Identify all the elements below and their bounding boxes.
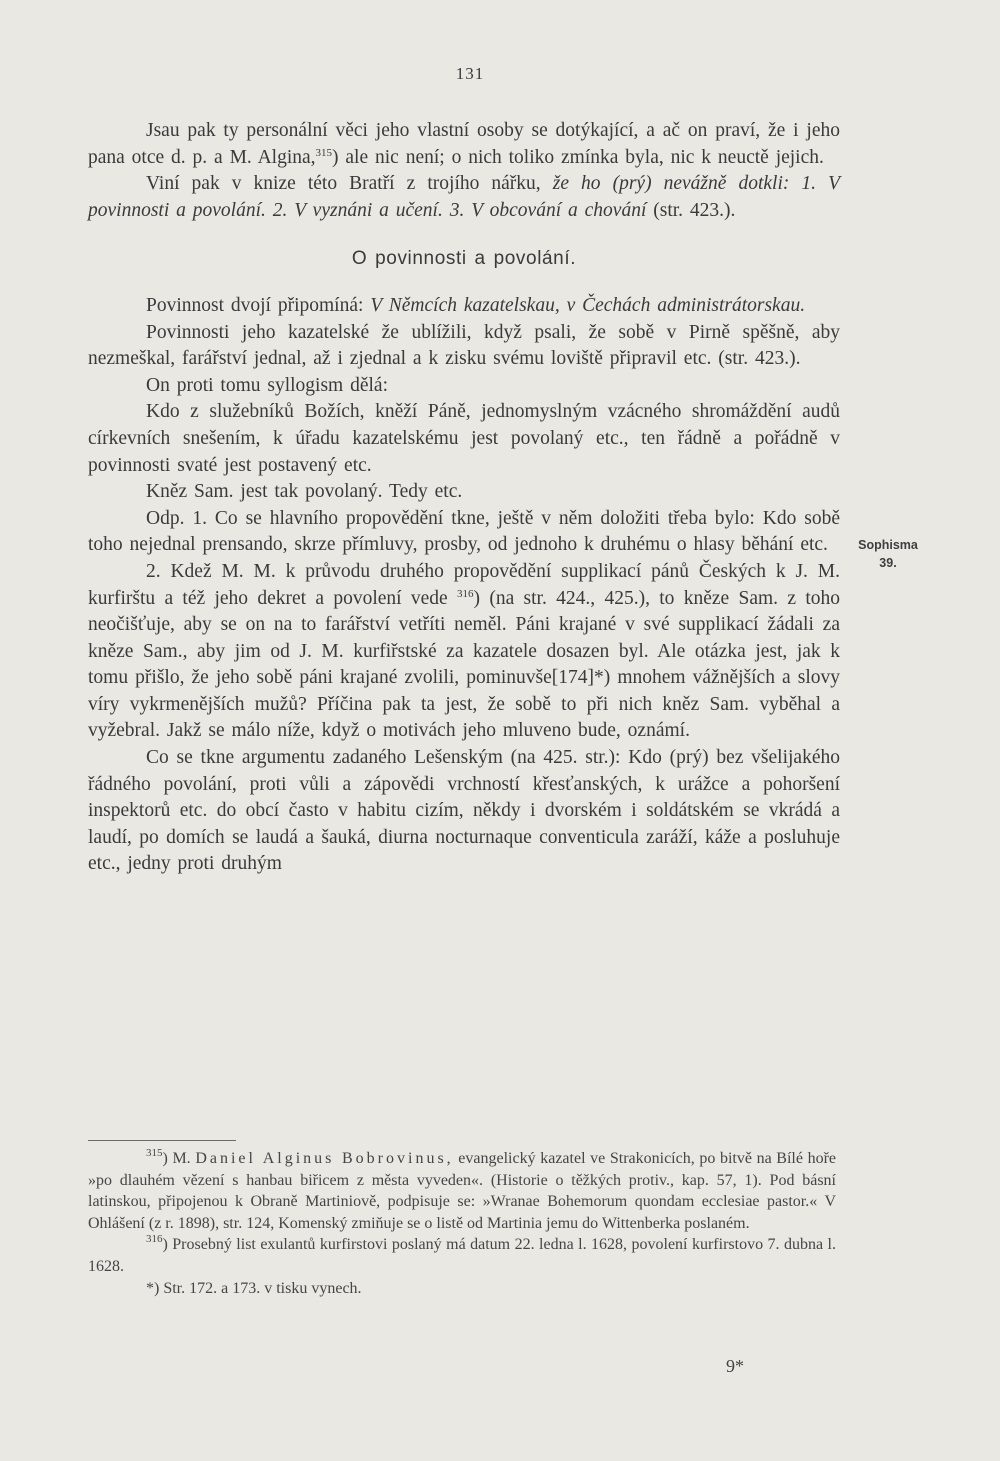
footnote-ref-316[interactable]: 316: [457, 587, 474, 600]
main-text: [88, 118, 840, 878]
signature-mark: 9*: [726, 1356, 744, 1376]
margin-note-number: 39.: [879, 556, 897, 570]
italic-phrase: že ho (prý) nevážně dotkli: 1. V povinnosti a povolání. 2. V vyznáni a učení. 3. V obcování a chování: [88, 173, 841, 221]
margin-note-title: Sophisma: [858, 538, 918, 552]
paragraph-8: Odp. 1. Co se hlavního propovědění tkne, ještě v něm doložiti třeba bylo: Kdo sobě toho nejednal prensando, skrze přímluvy, prosby, od jednoho k druhému o hlasy běhání etc.: [88, 507, 840, 556]
footnote-star: *) Str. 172. a 173. v tisku vynech.: [146, 1279, 362, 1297]
spaced-name: Daniel Alginus Bobrovinus,: [195, 1150, 454, 1167]
footnote-ref-315[interactable]: 315: [315, 146, 333, 159]
section-heading: O povinnosti a povolání.: [351, 248, 577, 270]
italic-phrase: V Němcích kazatelskau, v Čechách administrátorskau.: [370, 294, 806, 316]
page-number: 131: [455, 64, 485, 83]
paragraph-4: Povinnosti jeho kazatelské že ublížili, když psali, že sobě v Pirně spěšně, aby nezmeškal, farářství jednal, až i zjednal a k zisku svému loviště připravil etc. (str. 423.).: [88, 321, 840, 370]
paragraph-10: Co se tkne argumentu zadaného Lešenským (na 425. str.): Kdo (prý) bez všelijakého řádného povolání, proti vůli a zápovědi vrchností křesťanských, k urážce a pohoršení inspektorů etc. do obcí často v habitu cizím, někdy i dvorském i soldátském se vkrádá a laudí, po domích se laudá a šauká, diurna nocturnaque conventicula zaráží, káže a posluhuje etc., jedny proti druhým: [88, 747, 840, 875]
paragraph-7: Kněz Sam. jest tak povolaný. Tedy etc.: [146, 481, 463, 503]
paragraph-9: 2. Kdež M. M. k průvodu druhého propovědění supplikací pánů Českých k J. M. kurfirštu a též jeho dekret a povolení vede $^{316}$) (na str. 424., 425.), to kněze Sam. z toho neočišťuje, aby se on na to farářství vetříti neměl. Páni krajané v své supplikací žádali za kněze Sam., aby jim od J. M. kurfiřstské za kazatele dosazen byl. Ale otázka jest, jak k tomu přišlo, že jeho sobě páni krajané zvolili, pominuvše[174]*) mnohem vážnějších a slovy víry vykrmenějších mužů? Příčina pak ta jest, že sobě to při nich kněz Sam. vyběhal a vyžebral. Jakž se málo níže, když o motivách jeho mluveno bude, oznámí.: [88, 560, 841, 742]
paragraph-2: Viní pak v knize této Bratří z trojího nářku, že ho (prý) nevážně dotkli: 1. V povinnosti a povolání. 2. V vyznáni a učení. 3. V obcování a chování (str. 423.).: [88, 173, 841, 221]
paragraph-1: Jsau pak ty personální věci jeho vlastní osoby se dotýkající, a ač on praví, že i jeho pana otce d. p. a M. Algina,$^{315}$) ale nic není; o nich toliko zmínka byla, nic k neuctě jejich.: [88, 120, 840, 168]
footnote-316: $^{316}$) Prosebný list exulantů kurfirstovi poslaný má datum 22. ledna l. 1628, povolení kurfirstovo 7. dubna l. 1628.: [88, 1233, 836, 1275]
paragraph-6: Kdo z služebníků Božích, kněží Páně, jednomyslným vzácného shromáždění audů církevních snešením, k úřadu kazatelskému jest povolaný etc., ten řádně a pořádně v povinnosti svaté jest postavený etc.: [88, 401, 840, 476]
margin-note: [848, 536, 928, 572]
footnote-divider: [88, 1140, 236, 1141]
paragraph-5: On proti tomu syllogism dělá:: [146, 374, 388, 396]
paragraph-3: Povinnost dvojí připomíná: V Němcích kazatelskau, v Čechách administrátorskau.: [146, 294, 806, 316]
footnotes: [88, 1148, 836, 1299]
footnote-315: $^{315}$) M. Daniel Alginus Bobrovinus, evangelický kazatel ve Strakonicích, po bitvě na Bílé hoře »po dlauhém vězení s hanbau biřicem z města vyveden«. (Historie o těžkých protiv., kap. 57, 1). Pod básní latinskou, připojenou k Obraně Martiniově, podpisuje se: »Wranae Bohemorum quondam ecclesiae pastor.« V Ohlášení (z r. 1898), str. 124, Komenský zmiňuje se o listě od Martinia jemu do Wittenberka poslaném.: [88, 1147, 837, 1232]
